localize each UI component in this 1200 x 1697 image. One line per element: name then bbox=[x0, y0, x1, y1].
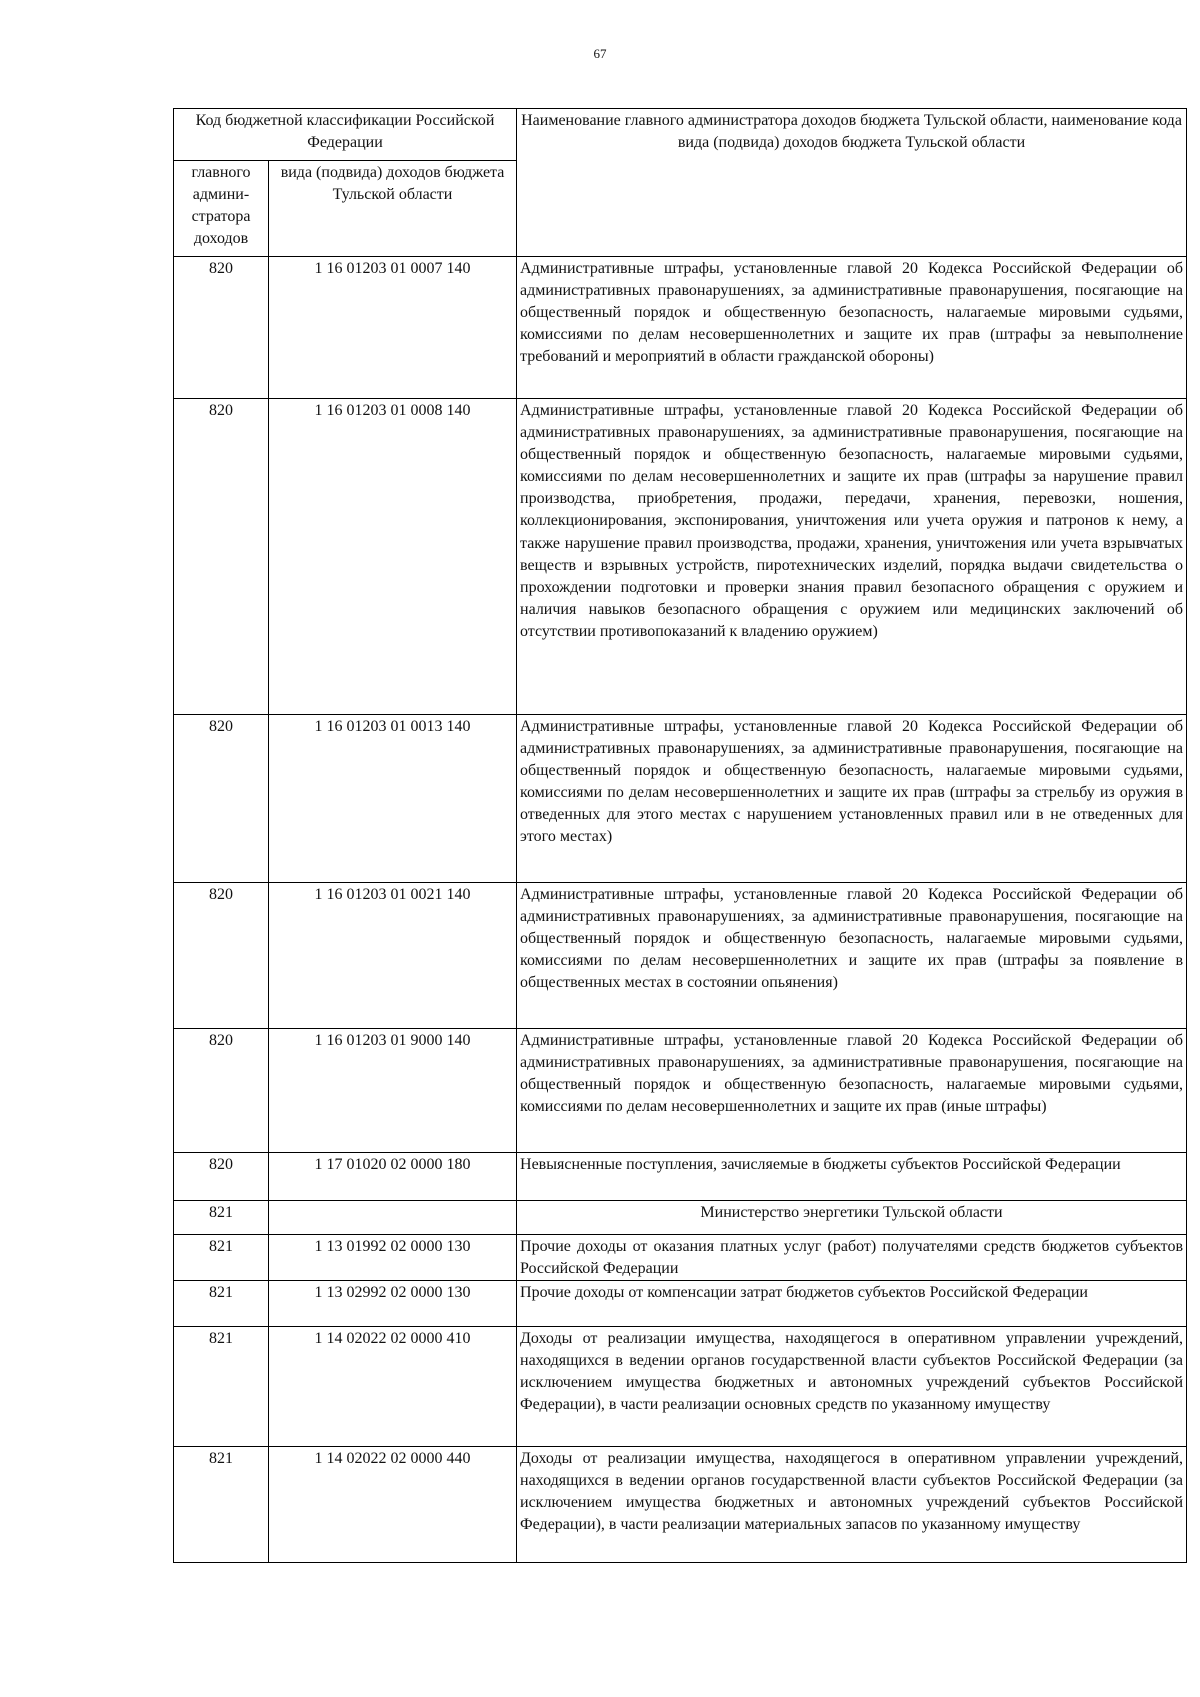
revenue-code-cell: 1 13 02992 02 0000 130 bbox=[269, 1281, 517, 1327]
admin-code-cell: 821 bbox=[174, 1327, 269, 1447]
page-number: 67 bbox=[593, 46, 607, 61]
revenue-name-cell: Прочие доходы от компенсации затрат бюджетов субъектов Российской Федерации bbox=[517, 1281, 1187, 1327]
table-row bbox=[174, 1235, 1187, 1281]
table-row bbox=[174, 257, 1187, 399]
admin-code-cell: 821 bbox=[174, 1447, 269, 1563]
revenue-code-cell: 1 16 01203 01 0021 140 bbox=[269, 883, 517, 1029]
admin-code-cell: 820 bbox=[174, 1153, 269, 1201]
revenue-code-cell: 1 17 01020 02 0000 180 bbox=[269, 1153, 517, 1201]
header-classification-code: Код бюджетной классификации Российской Федерации bbox=[174, 109, 517, 161]
table-row bbox=[174, 715, 1187, 883]
revenue-name-cell: Административные штрафы, установленные главой 20 Кодекса Российской Федерации об административных правонарушениях, за административные правонарушения, посягающие на общественный порядок и общественную безопасность, налагаемые мировыми судьями, комиссиями по делам несовершеннолетних и защите их прав (штрафы за невыполнение требований и мероприятий в области гражданской обороны) bbox=[517, 257, 1187, 399]
admin-code-cell: 820 bbox=[174, 883, 269, 1029]
admin-code-cell: 820 bbox=[174, 715, 269, 883]
revenue-code-cell: 1 14 02022 02 0000 440 bbox=[269, 1447, 517, 1563]
department-name-cell: Министерство энергетики Тульской области bbox=[517, 1201, 1187, 1235]
revenue-code-cell: 1 16 01203 01 0008 140 bbox=[269, 399, 517, 715]
table-row bbox=[174, 1327, 1187, 1447]
revenue-code-cell: 1 16 01203 01 0007 140 bbox=[269, 257, 517, 399]
revenue-name-cell: Прочие доходы от оказания платных услуг (работ) получателями средств бюджетов субъектов Российской Федерации bbox=[517, 1235, 1187, 1281]
revenue-classification-table bbox=[173, 108, 1187, 1563]
admin-code-cell: 820 bbox=[174, 1029, 269, 1153]
revenue-code-cell: 1 16 01203 01 9000 140 bbox=[269, 1029, 517, 1153]
admin-code-cell: 821 bbox=[174, 1281, 269, 1327]
revenue-code-cell bbox=[269, 1201, 517, 1235]
revenue-name-cell: Административные штрафы, установленные главой 20 Кодекса Российской Федерации об административных правонарушениях, за административные правонарушения, посягающие на общественный порядок и общественную безопасность, налагаемые мировыми судьями, комиссиями по делам несовершеннолетних и защите их прав (иные штрафы) bbox=[517, 1029, 1187, 1153]
table-row bbox=[174, 1029, 1187, 1153]
table-row bbox=[174, 1153, 1187, 1201]
table-row bbox=[174, 399, 1187, 715]
header-administrator-name: Наименование главного администратора доходов бюджета Тульской области, наименование кода вида (подвида) доходов бюджета Тульской области bbox=[517, 109, 1187, 257]
revenue-name-cell: Административные штрафы, установленные главой 20 Кодекса Российской Федерации об административных правонарушениях, за административные правонарушения, посягающие на общественный порядок и общественную безопасность, налагаемые мировыми судьями, комиссиями по делам несовершеннолетних и защите их прав (штрафы за нарушение правил производства, приобретения, продажи, передачи, хранения, перевозки, ношения, коллекционирования, экспонирования, уничтожения или учета оружия и патронов к нему, а также нарушение правил производства, продажи, хранения, уничтожения или учета взрывчатых веществ и взрывных устройств, пиротехнических изделий, порядка выдачи свидетельства о прохождении подготовки и проверки знания правил безопасного обращения с оружием и наличия навыков безопасного обращения с оружием или медицинских заключений об отсутствии противопоказаний к владению оружием) bbox=[517, 399, 1187, 715]
revenue-name-cell: Невыясненные поступления, зачисляемые в бюджеты субъектов Российской Федерации bbox=[517, 1153, 1187, 1201]
header-chief-administrator: главного админи-стратора доходов bbox=[174, 161, 269, 257]
table-row bbox=[174, 1281, 1187, 1327]
revenue-name-cell: Административные штрафы, установленные главой 20 Кодекса Российской Федерации об административных правонарушениях, за административные правонарушения, посягающие на общественный порядок и общественную безопасность, налагаемые мировыми судьями, комиссиями по делам несовершеннолетних и защите их прав (штрафы за стрельбу из оружия в отведенных для этого местах с нарушением установленных правил или в не отведенных для этого местах) bbox=[517, 715, 1187, 883]
table-row bbox=[174, 883, 1187, 1029]
admin-code-cell: 821 bbox=[174, 1201, 269, 1235]
revenue-name-cell: Доходы от реализации имущества, находящегося в оперативном управлении учреждений, находящихся в ведении органов государственной власти субъектов Российской Федерации (за исключением имущества бюджетных и автономных учреждений субъектов Российской Федерации), в части реализации материальных запасов по указанному имуществу bbox=[517, 1447, 1187, 1563]
admin-code-cell: 820 bbox=[174, 399, 269, 715]
revenue-code-cell: 1 14 02022 02 0000 410 bbox=[269, 1327, 517, 1447]
admin-code-cell: 820 bbox=[174, 257, 269, 399]
revenue-name-cell: Административные штрафы, установленные главой 20 Кодекса Российской Федерации об административных правонарушениях, за административные правонарушения, посягающие на общественный порядок и общественную безопасность, налагаемые мировыми судьями, комиссиями по делам несовершеннолетних и защите их прав (штрафы за появление в общественных местах в состоянии опьянения) bbox=[517, 883, 1187, 1029]
header-revenue-type: вида (подвида) доходов бюджета Тульской области bbox=[269, 161, 517, 257]
admin-code-cell: 821 bbox=[174, 1235, 269, 1281]
table-header-row bbox=[174, 109, 1187, 161]
table-row bbox=[174, 1447, 1187, 1563]
revenue-code-cell: 1 16 01203 01 0013 140 bbox=[269, 715, 517, 883]
revenue-name-cell: Доходы от реализации имущества, находящегося в оперативном управлении учреждений, находящихся в ведении органов государственной власти субъектов Российской Федерации (за исключением имущества бюджетных и автономных учреждений субъектов Российской Федерации), в части реализации основных средств по указанному имуществу bbox=[517, 1327, 1187, 1447]
table-row-department bbox=[174, 1201, 1187, 1235]
revenue-code-cell: 1 13 01992 02 0000 130 bbox=[269, 1235, 517, 1281]
